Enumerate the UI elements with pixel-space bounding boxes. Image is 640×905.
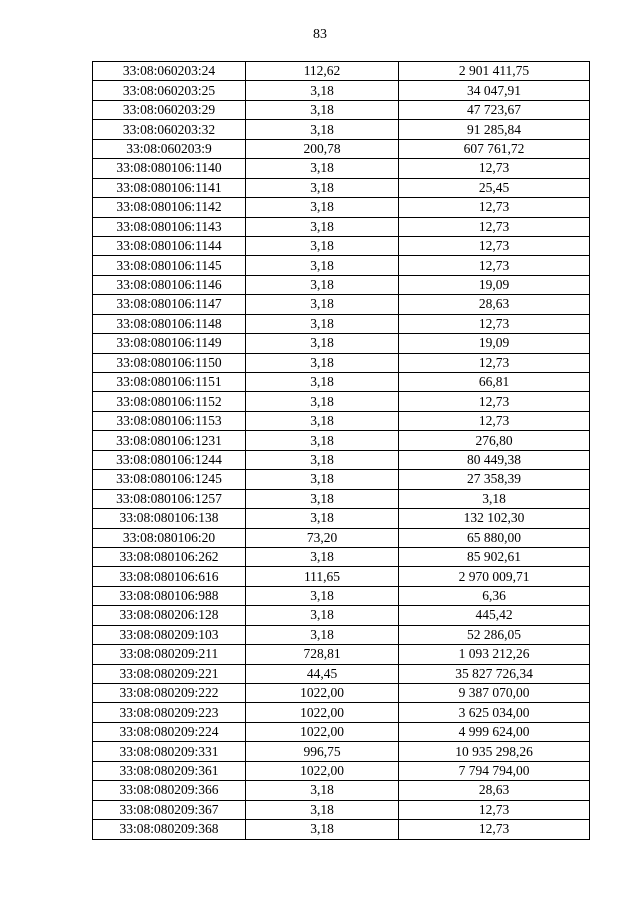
area-cell: 3,18	[246, 450, 399, 469]
value-cell: 10 935 298,26	[399, 742, 590, 761]
table-row	[93, 373, 590, 392]
table-row	[93, 217, 590, 236]
value-cell: 445,42	[399, 606, 590, 625]
value-cell: 12,73	[399, 236, 590, 255]
area-cell: 3,18	[246, 392, 399, 411]
cadastral-number-cell: 33:08:080209:331	[93, 742, 246, 761]
table-row	[93, 81, 590, 100]
cadastral-number-cell: 33:08:080106:1245	[93, 470, 246, 489]
value-cell: 66,81	[399, 373, 590, 392]
value-cell: 2 970 009,71	[399, 567, 590, 586]
table-row	[93, 586, 590, 605]
cadastral-number-cell: 33:08:080106:1147	[93, 295, 246, 314]
area-cell: 3,18	[246, 586, 399, 605]
cadastral-number-cell: 33:08:080209:221	[93, 664, 246, 683]
value-cell: 2 901 411,75	[399, 62, 590, 81]
area-cell: 112,62	[246, 62, 399, 81]
area-cell: 3,18	[246, 198, 399, 217]
value-cell: 19,09	[399, 275, 590, 294]
area-cell: 996,75	[246, 742, 399, 761]
page-number: 83	[313, 27, 327, 42]
area-cell: 3,18	[246, 217, 399, 236]
table-row	[93, 761, 590, 780]
area-cell: 3,18	[246, 781, 399, 800]
value-cell: 3 625 034,00	[399, 703, 590, 722]
cadastral-number-cell: 33:08:080106:1148	[93, 314, 246, 333]
value-cell: 12,73	[399, 800, 590, 819]
cadastral-number-cell: 33:08:080106:988	[93, 586, 246, 605]
value-cell: 12,73	[399, 314, 590, 333]
cadastral-number-cell: 33:08:080206:128	[93, 606, 246, 625]
cadastral-number-cell: 33:08:080106:1151	[93, 373, 246, 392]
table-row	[93, 820, 590, 839]
area-cell: 3,18	[246, 411, 399, 430]
cadastral-number-cell: 33:08:060203:24	[93, 62, 246, 81]
value-cell: 607 761,72	[399, 139, 590, 158]
cadastral-number-cell: 33:08:080106:1145	[93, 256, 246, 275]
table-row	[93, 431, 590, 450]
cadastral-number-cell: 33:08:080106:1149	[93, 334, 246, 353]
cadastral-number-cell: 33:08:080106:1152	[93, 392, 246, 411]
table-row	[93, 645, 590, 664]
area-cell: 44,45	[246, 664, 399, 683]
table-row	[93, 450, 590, 469]
table-row	[93, 547, 590, 566]
cadastral-number-cell: 33:08:080209:366	[93, 781, 246, 800]
table-row	[93, 256, 590, 275]
value-cell: 12,73	[399, 217, 590, 236]
area-cell: 3,18	[246, 81, 399, 100]
area-cell: 3,18	[246, 606, 399, 625]
table-row	[93, 120, 590, 139]
value-cell: 132 102,30	[399, 509, 590, 528]
area-cell: 3,18	[246, 431, 399, 450]
value-cell: 276,80	[399, 431, 590, 450]
table-row	[93, 139, 590, 158]
value-cell: 6,36	[399, 586, 590, 605]
cadastral-number-cell: 33:08:060203:29	[93, 100, 246, 119]
area-cell: 728,81	[246, 645, 399, 664]
area-cell: 3,18	[246, 470, 399, 489]
cadastral-number-cell: 33:08:060203:9	[93, 139, 246, 158]
value-cell: 25,45	[399, 178, 590, 197]
area-cell: 3,18	[246, 275, 399, 294]
cadastral-number-cell: 33:08:080106:262	[93, 547, 246, 566]
cadastral-number-cell: 33:08:080106:1231	[93, 431, 246, 450]
value-cell: 91 285,84	[399, 120, 590, 139]
value-cell: 3,18	[399, 489, 590, 508]
value-cell: 12,73	[399, 159, 590, 178]
cadastral-number-cell: 33:08:080106:1141	[93, 178, 246, 197]
value-cell: 9 387 070,00	[399, 684, 590, 703]
table-row	[93, 334, 590, 353]
value-cell: 27 358,39	[399, 470, 590, 489]
value-cell: 28,63	[399, 295, 590, 314]
area-cell: 3,18	[246, 120, 399, 139]
table-row	[93, 703, 590, 722]
area-cell: 3,18	[246, 625, 399, 644]
area-cell: 3,18	[246, 820, 399, 839]
table-row	[93, 781, 590, 800]
value-cell: 12,73	[399, 198, 590, 217]
area-cell: 3,18	[246, 800, 399, 819]
table-row	[93, 198, 590, 217]
table-row	[93, 567, 590, 586]
table-row	[93, 722, 590, 741]
cadastral-number-cell: 33:08:080106:616	[93, 567, 246, 586]
cadastral-number-cell: 33:08:080106:1244	[93, 450, 246, 469]
table-row	[93, 159, 590, 178]
table-row	[93, 800, 590, 819]
cadastral-number-cell: 33:08:080106:1257	[93, 489, 246, 508]
area-cell: 3,18	[246, 547, 399, 566]
value-cell: 12,73	[399, 411, 590, 430]
value-cell: 35 827 726,34	[399, 664, 590, 683]
table-row	[93, 684, 590, 703]
table-row	[93, 392, 590, 411]
cadastral-number-cell: 33:08:080106:138	[93, 509, 246, 528]
table-row	[93, 489, 590, 508]
table-row	[93, 664, 590, 683]
cadastral-number-cell: 33:08:080106:1153	[93, 411, 246, 430]
cadastral-number-cell: 33:08:080209:103	[93, 625, 246, 644]
value-cell: 85 902,61	[399, 547, 590, 566]
cadastral-number-cell: 33:08:080209:368	[93, 820, 246, 839]
area-cell: 1022,00	[246, 684, 399, 703]
area-cell: 1022,00	[246, 703, 399, 722]
table-row	[93, 742, 590, 761]
value-cell: 65 880,00	[399, 528, 590, 547]
value-cell: 7 794 794,00	[399, 761, 590, 780]
value-cell: 12,73	[399, 353, 590, 372]
cadastral-number-cell: 33:08:080209:224	[93, 722, 246, 741]
value-cell: 34 047,91	[399, 81, 590, 100]
area-cell: 3,18	[246, 489, 399, 508]
value-cell: 4 999 624,00	[399, 722, 590, 741]
table-body	[93, 62, 590, 840]
cadastral-number-cell: 33:08:060203:32	[93, 120, 246, 139]
cadastral-number-cell: 33:08:080106:1146	[93, 275, 246, 294]
table-row	[93, 100, 590, 119]
area-cell: 1022,00	[246, 722, 399, 741]
cadastral-number-cell: 33:08:060203:25	[93, 81, 246, 100]
table-row	[93, 528, 590, 547]
area-cell: 3,18	[246, 178, 399, 197]
cadastral-number-cell: 33:08:080106:1150	[93, 353, 246, 372]
table-row	[93, 509, 590, 528]
value-cell: 19,09	[399, 334, 590, 353]
cadastral-number-cell: 33:08:080106:1140	[93, 159, 246, 178]
cadastral-number-cell: 33:08:080106:1142	[93, 198, 246, 217]
cadastral-number-cell: 33:08:080106:1143	[93, 217, 246, 236]
value-cell: 28,63	[399, 781, 590, 800]
table-row	[93, 625, 590, 644]
value-cell: 12,73	[399, 256, 590, 275]
cadastral-number-cell: 33:08:080209:211	[93, 645, 246, 664]
value-cell: 12,73	[399, 392, 590, 411]
area-cell: 3,18	[246, 334, 399, 353]
value-cell: 80 449,38	[399, 450, 590, 469]
area-cell: 3,18	[246, 509, 399, 528]
table-row	[93, 62, 590, 81]
value-cell: 12,73	[399, 820, 590, 839]
area-cell: 111,65	[246, 567, 399, 586]
table-row	[93, 470, 590, 489]
value-cell: 47 723,67	[399, 100, 590, 119]
table-row	[93, 236, 590, 255]
area-cell: 200,78	[246, 139, 399, 158]
cadastral-number-cell: 33:08:080106:1144	[93, 236, 246, 255]
cadastral-number-cell: 33:08:080209:361	[93, 761, 246, 780]
table-row	[93, 314, 590, 333]
area-cell: 3,18	[246, 295, 399, 314]
area-cell: 3,18	[246, 236, 399, 255]
cadastral-number-cell: 33:08:080209:367	[93, 800, 246, 819]
table-row	[93, 411, 590, 430]
area-cell: 1022,00	[246, 761, 399, 780]
cadastral-number-cell: 33:08:080106:20	[93, 528, 246, 547]
table-row	[93, 353, 590, 372]
table-row	[93, 275, 590, 294]
value-cell: 52 286,05	[399, 625, 590, 644]
cadastral-number-cell: 33:08:080209:222	[93, 684, 246, 703]
area-cell: 3,18	[246, 256, 399, 275]
cadastral-number-cell: 33:08:080209:223	[93, 703, 246, 722]
table-row	[93, 178, 590, 197]
area-cell: 3,18	[246, 314, 399, 333]
table-row	[93, 295, 590, 314]
area-cell: 3,18	[246, 100, 399, 119]
area-cell: 3,18	[246, 373, 399, 392]
table-row	[93, 606, 590, 625]
data-table	[92, 61, 590, 840]
area-cell: 3,18	[246, 353, 399, 372]
area-cell: 73,20	[246, 528, 399, 547]
value-cell: 1 093 212,26	[399, 645, 590, 664]
area-cell: 3,18	[246, 159, 399, 178]
